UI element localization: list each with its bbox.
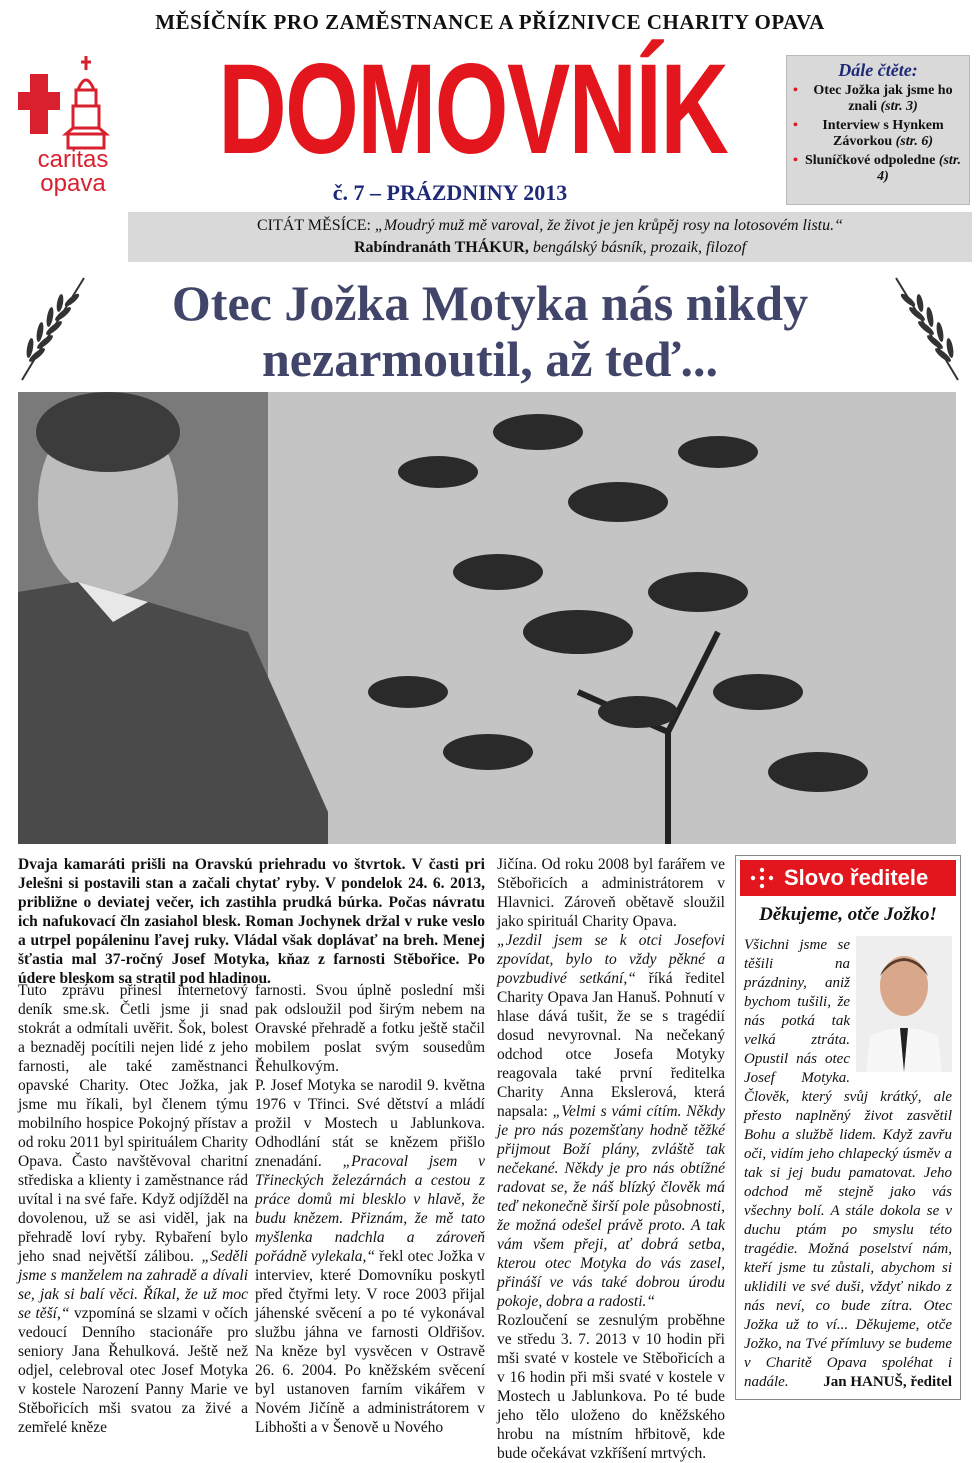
sidebar-text: Všichni jsme se těšili na prázdniny, aniž bychom tušili, že nás potká tak velká ztráta. Opustil nás otec Josef Motyka. Člověk, který svůj krátký, ale přesto naplněný život zasvětil Bohu a službě lidem. Když zavřu oči, vidím jeho chlapecký úsměv a tak si jej budu pamatovat. Jeho odchod mě stejně jako vás všechny bolí. A stále dokola se v duchu ptám po smyslu této tragédie. Možná poselství nám, kteří jsme tu zůstali, abychom si uklidili ve své duši, vždyť nikdo z nás neví, co bude zítra. Otec Jožka už to ví... Děkujeme, otče Jožko, na Tvé přímluvy se budeme v Charitě Opava spoléhat i nadále. xyxy=(744,937,952,1390)
article-text: řekl otec Jožka v interviev, které Domovníku poskytl před čtyřmi lety. V roce 2003 přijal jáhenské svěcení a po té vykonával službu jáhna ve farnosti Oldřišov. Na kněze byl vysvěcen v Ostravě 26. 6. 2004. Po kněžském svěcení byl ustanoven farním vikářem v Novém Jičíně a administrátorem v Libhošti a v Šenově u Nového xyxy=(255,1248,485,1436)
article-lead: Dvaja kamaráti prišli na Oravskú priehradu vo štvrtok. V časti pri Jelešni si postavili stan a začali chytať ryby. V pondelok 24. 6. 2013, približne o deviatej večer, ich zastihla prudká búrka. Počas návratu ich nafukovací čln zasiahol blesk. Roman Jochynek držal v ruke veslo a utrpel popáleninu ľavej ruky. Vládal však doplávať na breh. Menej šťastia mal 37-ročný Josef Motyka, kňaz z farnosti Stěbořice. Po údere bleskom sa stratil pod hladinou. xyxy=(18,856,485,987)
main-headline xyxy=(90,275,890,387)
director-word-box xyxy=(735,855,961,1400)
palm-branch-left-icon xyxy=(12,270,92,390)
teaser-item-text: Otec Jožka jak jsme ho znali xyxy=(813,83,953,114)
bullet-icon: • xyxy=(793,153,798,168)
teaser-item[interactable] xyxy=(793,153,963,185)
logo-line-caritas: caritas xyxy=(37,146,109,173)
dots-icon xyxy=(750,867,774,889)
article-quote: „Pracoval jsem v Třineckých železárnách a cestou z práce domů mi blesklo v hlavě, že budu knězem. Přiznám, že mě tato myšlenka nadchla a zároveň pořádně vylekala,“ xyxy=(255,1153,485,1265)
teaser-item-text: Sluníčkové odpoledne xyxy=(804,153,936,168)
teaser-item-ref: (str. 4) xyxy=(877,153,961,184)
sidebar-subtitle: Děkujeme, otče Jožko! xyxy=(759,904,937,925)
article-text: Rozloučení se zesnulým proběhne ve středu 3. 7. 2013 v 10 hodin při mši svaté v kostele ve Stěbořicích a v 16 hodin při mši svaté v kostele v Mostech u Jablunkova. Po té bude jeho tělo uloženo do kněžského hrobu na místním hřbitově, kde bude očekávat vzkříšení mrtvých. xyxy=(497,1312,725,1462)
issue-label: č. 7 – PRÁZDNINY 2013 xyxy=(332,180,568,205)
teaser-item[interactable] xyxy=(793,118,963,150)
quote-of-month xyxy=(128,212,972,262)
headline-line: Otec Jožka Motyka nás nikdy xyxy=(171,275,809,331)
article-text: Tuto zprávu přinesl internetový deník sme.sk. Četli jsme ji snad stokrát a odmítali uvěřit. Šok, bolest a beznaděj pocítili nejen lidé z jeho farnosti, ale také zaměstnanci opavské Charity. Otec Jožka, jak jsme mu říkali, byl členem týmu mobilního hospice Pokojný přístav a od roku 2011 byl spirituálem Charity Opava. Často navštěvoval charitní střediska a klienty i zaměstnance rád uvítal i na své faře. Když odjížděl na dovolenou, už se asi viděl, jak na přehradě loví ryby. Rybaření bylo jeho snad největší zálibou. xyxy=(18,982,248,1265)
article-quote: „Jezdil jsem se k otci Josefovi zpovídat, bylo to vždy pěkné a povzbudivé setkání,“ xyxy=(497,932,725,987)
director-portrait xyxy=(856,936,952,1072)
bullet-icon: • xyxy=(793,83,798,98)
logo-tower xyxy=(66,56,106,148)
quote-author-role: bengálský básník, prozaik, filozof xyxy=(532,239,747,256)
sidebar-title: Slovo ředitele xyxy=(784,865,929,890)
publication-tagline: MĚSÍČNÍK PRO ZAMĚSTNANCE A PŘÍZNIVCE CHARITY OPAVA xyxy=(155,10,825,34)
teaser-title: Dále čtěte: xyxy=(838,60,918,80)
quote-author: Rabíndranáth THÁKUR, xyxy=(353,239,529,256)
logo-wordmark xyxy=(18,148,128,196)
article-text: Jičína. Od roku 2008 byl farářem ve Stěbořicích a administrátorem v Hlavnici. Zároveň obětavě sloužil jako spirituál Charity Opava. xyxy=(497,856,725,930)
article-text: farnosti. Svou úplně poslední mši pak odsloužil pod širým nebem na Oravské přehradě a fotku ještě stačil mobilem poslat svým sousedům Řehulkovým. xyxy=(255,982,485,1075)
masthead-title: DOMOVNÍK xyxy=(218,38,728,181)
palm-branch-right-icon xyxy=(888,270,968,390)
quote-label: CITÁT MĚSÍCE: xyxy=(256,217,371,234)
article-column-2 xyxy=(255,981,485,1437)
article-quote: „Seděli jsme s manželem na zahradě a dívali se, jak si balí věci. Říkal, že už moc se těší,“ xyxy=(18,1248,248,1322)
sidebar-body xyxy=(744,936,952,1392)
headline-line: nezarmoutil, až teď... xyxy=(262,331,718,387)
teaser-box xyxy=(786,55,970,205)
article-column-3 xyxy=(497,855,725,1463)
sidebar-header xyxy=(740,860,956,896)
article-text: říká ředitel Charity Opava Jan Hanuš. Pohnutí v hlase dává tušit, že se s tragédií dosud nevyrovnal. Na nečekaný odchod otce Josefa Motyky reagovala také první ředitelka Charity Anna Ekslerová, která napsala: xyxy=(497,970,725,1120)
logo-cross-horizontal xyxy=(18,92,60,110)
teaser-item[interactable] xyxy=(793,83,963,115)
article-text: vzpomíná se slzami v očích vedoucí Denního stacionáře pro seniory Jana Řehulková. Ještě než odjel, celebroval otec Josef Motyka v kostele Narození Panny Marie ve Stěbořicích mši svatou za živé a zemřelé kněze xyxy=(18,1305,249,1436)
logo-line-opava: opava xyxy=(40,170,106,197)
bullet-icon: • xyxy=(793,118,798,133)
sidebar-signature: Jan HANUŠ, ředitel xyxy=(823,1374,952,1390)
quote-text: „Moudrý muž mě varoval, že život je jen krůpěj rosy na lotosovém listu.“ xyxy=(374,217,844,234)
article-quote: „Velmi s vámi cítím. Někdy je pro nás pozemšťany hodně těžké přijmout Boží plány, zvláště tak nečekané. Někdy je pro nás obtížné radovat se, že náš blízký člověk má teď nekonečně širší pole působnosti, že možná odešel právě proto. A tak vám všem přeji, ať dobrá setba, kterou otec Motyka do vás zasel, přináší ve vás také dobrou úrodu pokoje, dobra a radosti.“ xyxy=(497,1103,725,1310)
article-column-1 xyxy=(18,981,248,1437)
teaser-item-ref: (str. 6) xyxy=(895,134,933,149)
teaser-item-text: Interview s Hynkem Závorkou xyxy=(822,118,944,149)
main-photo xyxy=(18,392,956,844)
teaser-item-ref: (str. 3) xyxy=(880,99,918,114)
article-text: P. Josef Motyka se narodil 9. května 1976 v Třinci. Své dětství a mládí prožil v Mostech u Jablunkova. Odhodlání stát se knězem přišlo znenadání. xyxy=(255,1077,485,1170)
